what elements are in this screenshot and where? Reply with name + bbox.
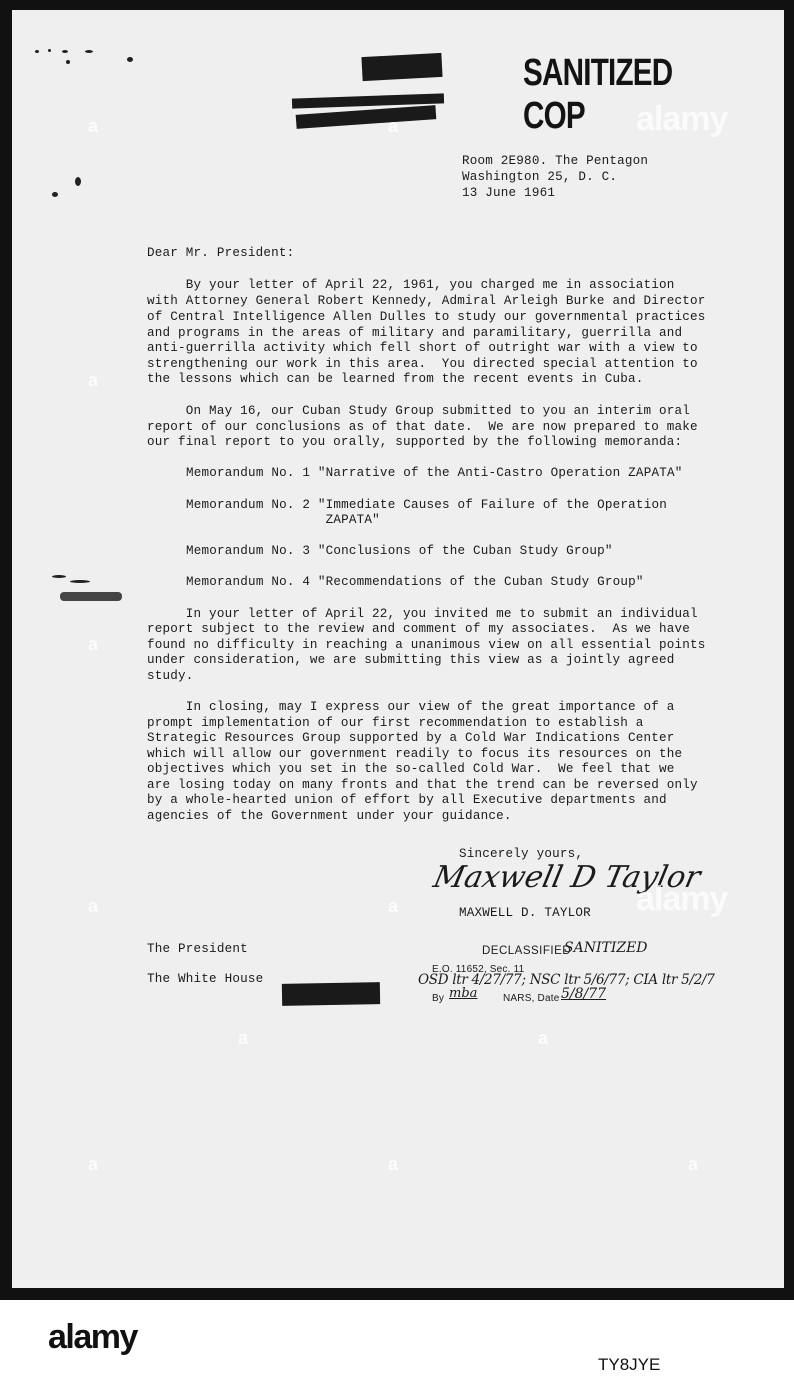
body-line: by a whole-hearted union of effort by all Executive departments and bbox=[147, 793, 667, 807]
speck-mark bbox=[62, 50, 68, 53]
watermark-mark: a bbox=[538, 1028, 549, 1048]
declass-date-hand: 5/8/77 bbox=[561, 986, 607, 1002]
recipient-line: The White House bbox=[147, 972, 264, 986]
body-line: prompt implementation of our first recommendation to establish a bbox=[147, 716, 644, 730]
declass-sanitized-hand: SANITIZED bbox=[564, 940, 648, 956]
declass-eo: E.O. 11652, Sec. 11 bbox=[432, 964, 525, 975]
declass-by-hand: mba bbox=[449, 986, 478, 1001]
speck-mark bbox=[85, 50, 93, 53]
watermark-mark: a bbox=[388, 896, 399, 916]
handwritten-signature: Maxwell D Taylor bbox=[430, 860, 704, 895]
watermark-mark: a bbox=[88, 370, 99, 390]
memo-item: Memorandum No. 1 "Narrative of the Anti-Castro Operation ZAPATA" bbox=[186, 466, 683, 480]
body-line: In your letter of April 22, you invited me to submit an individual bbox=[147, 607, 698, 621]
sanitized-stamp: SANITIZED COP bbox=[523, 52, 673, 137]
watermark: alamy bbox=[636, 100, 728, 138]
watermark-mark: a bbox=[388, 116, 399, 136]
body-line: which will allow our government readily to focus its resources on the bbox=[147, 747, 683, 761]
declass-title: DECLASSIFIED bbox=[482, 945, 572, 957]
address-line: Washington 25, D. C. bbox=[462, 170, 618, 184]
speck-mark bbox=[75, 177, 81, 186]
body-line: strengthening our work in this area. You directed special attention to bbox=[147, 357, 698, 371]
body-line: objectives which you set in the so-called Cold War. We feel that we bbox=[147, 762, 675, 776]
body-line: and programs in the areas of military and paramilitary, guerrilla and bbox=[147, 326, 683, 340]
speck-mark bbox=[66, 60, 70, 64]
watermark-mark: a bbox=[88, 116, 99, 136]
body-line: report of our conclusions as of that date. We are now prepared to make bbox=[147, 420, 698, 434]
watermark-mark: a bbox=[88, 896, 99, 916]
address-line: 13 June 1961 bbox=[462, 186, 556, 200]
footer-brand-logo: alamy bbox=[48, 1318, 137, 1356]
body-line: with Attorney General Robert Kennedy, Admiral Arleigh Burke and Director bbox=[147, 294, 706, 308]
speck-mark bbox=[127, 57, 133, 62]
body-line: of Central Intelligence Allen Dulles to study our governmental practices bbox=[147, 310, 706, 324]
redaction-bar bbox=[282, 982, 380, 1006]
declass-by: By bbox=[432, 993, 445, 1004]
smudge-mark bbox=[60, 592, 122, 601]
memo-item: Memorandum No. 2 "Immediate Causes of Failure of the Operation bbox=[186, 498, 667, 512]
memo-item: Memorandum No. 4 "Recommendations of the Cuban Study Group" bbox=[186, 575, 644, 589]
body-line: found no difficulty in reaching a unanimous view on all essential points bbox=[147, 638, 706, 652]
speck-mark bbox=[52, 192, 58, 197]
body-line: the lessons which can be learned from the recent events in Cuba. bbox=[147, 372, 644, 386]
body-line: In closing, may I express our view of the great importance of a bbox=[147, 700, 675, 714]
declass-authority-hand: OSD ltr 4/27/77; NSC ltr 5/6/77; CIA ltr 5/2/7 bbox=[418, 972, 715, 988]
speck-mark bbox=[52, 575, 66, 578]
watermark-mark: a bbox=[88, 634, 99, 654]
body-line: under consideration, we are submitting this view as a jointly agreed bbox=[147, 653, 675, 667]
memo-item: Memorandum No. 3 "Conclusions of the Cuban Study Group" bbox=[186, 544, 613, 558]
body-line: By your letter of April 22, 1961, you charged me in association bbox=[147, 278, 675, 292]
speck-mark bbox=[70, 580, 90, 583]
watermark-mark: a bbox=[688, 1154, 699, 1174]
body-line: On May 16, our Cuban Study Group submitted to you an interim oral bbox=[147, 404, 691, 418]
redaction-bar bbox=[361, 53, 442, 81]
body-line: agencies of the Government under your guidance. bbox=[147, 809, 512, 823]
address-line: Room 2E980. The Pentagon bbox=[462, 154, 649, 168]
salutation: Dear Mr. President: bbox=[147, 246, 295, 260]
watermark: alamy bbox=[636, 880, 728, 918]
body-line: anti-guerrilla activity which fell short of outright war with a view to bbox=[147, 341, 698, 355]
body-line: our final report to you orally, supported by the following memoranda: bbox=[147, 435, 683, 449]
signer-name: MAXWELL D. TAYLOR bbox=[459, 906, 591, 920]
declass-nars: NARS, Date bbox=[503, 993, 560, 1004]
speck-mark bbox=[48, 49, 51, 52]
recipient-line: The President bbox=[147, 942, 248, 956]
body-line: study. bbox=[147, 669, 194, 683]
watermark-mark: a bbox=[238, 1028, 249, 1048]
watermark-mark: a bbox=[88, 1154, 99, 1174]
closing: Sincerely yours, bbox=[459, 847, 584, 861]
body-line: are losing today on many fronts and that the trend can be reversed only bbox=[147, 778, 698, 792]
speck-mark bbox=[35, 50, 39, 53]
body-line: report subject to the review and comment of my associates. As we have bbox=[147, 622, 691, 636]
body-line: Strategic Resources Group supported by a Cold War Indications Center bbox=[147, 731, 675, 745]
footer-image-id: TY8JYE bbox=[598, 1355, 661, 1374]
watermark-mark: a bbox=[388, 1154, 399, 1174]
memo-item-continued: ZAPATA" bbox=[186, 513, 380, 527]
